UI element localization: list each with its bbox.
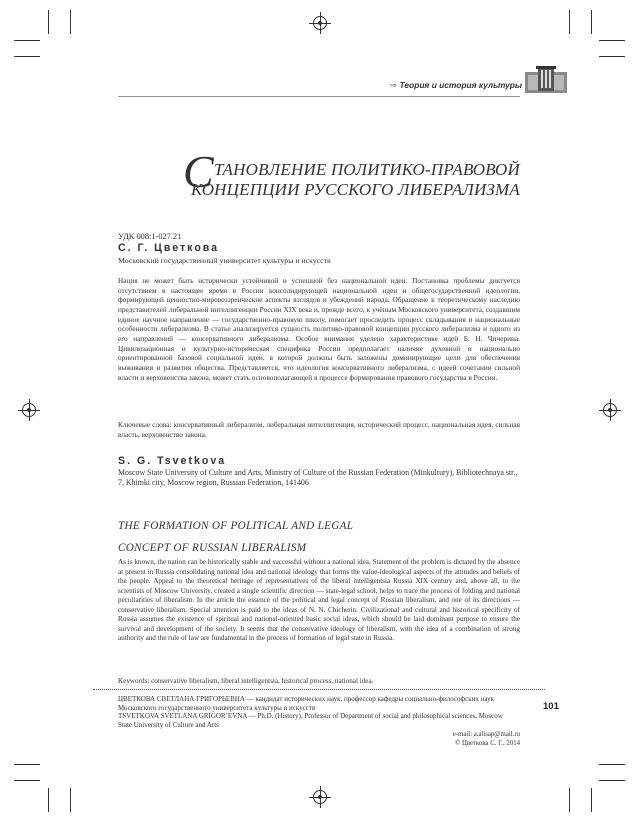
crop-mark [599,764,625,765]
abstract-en: As is known, the nation can be historically stable and successful without a national idea. Statement of the problem is dictated by the absence at present in Russia consolidating national idea and national ideology that forms the value-ideological aspects of the attitudes and beliefs of the people. Appeal to the theoretical heritage of representatives of the liberal intelligentsia Russia XIX century and, above all, to the scientists of Moscow University, created a single scientific direction — state-legal school, helps to trace the process of folding and national peculiarities of liberalism. In the article the essence of the political and legal concept of Russian liberalism, and one of its directions — conservative liberalism. Special attention is paid to the ideas of N. N. Chicherin. Civilizational and cultural and historical specificity of Russia assumes the existence of spiritual and national-oriented basic social ideas, which should be laid dominant purpose to ensure the survival and development of the society. It seems that the conservative ideology of liberalism, with the idea of a combination of strong authority and the rule of law are fundamental in the process of formation of legal state in Russia. [118,558,520,642]
title-line-2: КОНЦЕПЦИИ РУССКОГО ЛИБЕРАЛИЗМА [191,180,520,199]
crop-mark [14,40,40,41]
journal-logo-icon [524,66,568,94]
crop-mark [48,10,49,34]
arrow-icon: ⇒ [389,80,397,90]
author-name-en: S. G. Tsvetkova [118,455,227,467]
author-name-ru: С. Г. Цветкова [118,242,220,254]
keywords-en: Keywords: conservative liberalism, liberal intelligentsia, historical process, national idea. [118,677,374,685]
crop-mark [599,40,625,41]
author-bio-ru: ЦВЕТКОВА СВЕТЛАНА ГРИГОРЬЕВНА — кандидат исторических наук, профессор кафедры социально-философских наук Московского государственного университета культуры и искусств [118,695,494,712]
crop-mark [70,10,71,34]
crop-mark [599,780,625,781]
registration-mark-icon [313,16,327,30]
crop-mark [569,788,570,812]
affiliation-ru: Московский государственный университет культуры и искусств [118,256,331,265]
author-info-footnote [118,695,518,730]
registration-mark-icon [22,403,36,417]
section-header [390,80,523,90]
crop-mark [599,56,625,57]
title-en-line-1: THE FORMATION OF POLITICAL AND LEGAL [118,520,354,532]
udk-code: УДК 008:1-027.21 [118,232,182,241]
article-title-en [118,515,520,559]
section-title: Теория и история культуры [399,80,522,90]
crop-mark [14,56,40,57]
registration-mark-icon [313,790,327,804]
header-rule [118,96,520,97]
page-number: 101 [543,701,559,712]
affiliation-en: Moscow State University of Culture and Arts, Ministry of Culture of the Russian Federation (Minkultury), Bibliotechnaya str., 7, Khimki city, Moscow region, Russian Federation, 141406 [118,468,518,487]
registration-mark-icon [603,403,617,417]
author-bio-en: TSVETKOVA SVETLANA GRIGOR’EVNA — Ph.D. (History), Professor of Department of social and philosophical sciences, Moscow State University of Culture and Arts [118,712,503,730]
title-en-line-2: CONCEPT OF RUSSIAN LIBERALISM [118,542,307,554]
author-email: e-mail: a.alisap@mail.ru [452,731,520,738]
title-line-1: ТАНОВЛЕНИЕ ПОЛИТИКО-ПРАВОВОЙ [213,160,520,179]
article-title [118,160,520,200]
crop-mark [70,788,71,812]
footnote-divider [93,689,545,690]
title-initial: С [183,146,214,197]
crop-mark [569,10,570,34]
crop-mark [591,10,592,34]
crop-mark [591,788,592,812]
contact-block [453,731,520,748]
copyright: © Цветкова С. Г., 2014 [455,739,520,747]
crop-mark [14,780,40,781]
keywords-ru: Ключевые слова: консервативный либерализм, либеральная интеллигенция, исторический процесс, национальная идея, сильная власть, верховенство закона. [118,420,520,439]
crop-mark [14,764,40,765]
abstract-ru: Нация не может быть исторически устойчивой и успешной без национальной идеи. Постановка проблемы диктуется отсутствием в настоящее время в России консолидирующей национальной идеи и общегосударственной идеологии, формирующей ценностно-мировоззренческие аспекты взглядов и убеждений народа. Обращение к теоретическому наследию представителей либеральной интеллигенции России XIX века и, прежде всего, к учёным Московского университета, создавшим единое научное направление — государственно-правовую школу, помогает проследить процесс складывания и национальные особенности либерализма. В статье анализируется сущность политико-правовой концепции русского либерализма и одного из его направлений — консервативного либерализма. Особое внимание уделено характеристике идей Б. Н. Чичерина. Цивилизационная и культурно-историческая специфика России предполагает наличие духовной и национально ориентированной базовой социальной идеи, в которой должны быть заложены доминирующие цели для обеспечения выживания и развития общества. Представляется, что идеология консервативного либерализма, с идеей сочетания сильной власти и верховенства закона, может стать основополагающей в процессе формирования правового государства в России. [118,276,520,382]
crop-mark [48,788,49,812]
